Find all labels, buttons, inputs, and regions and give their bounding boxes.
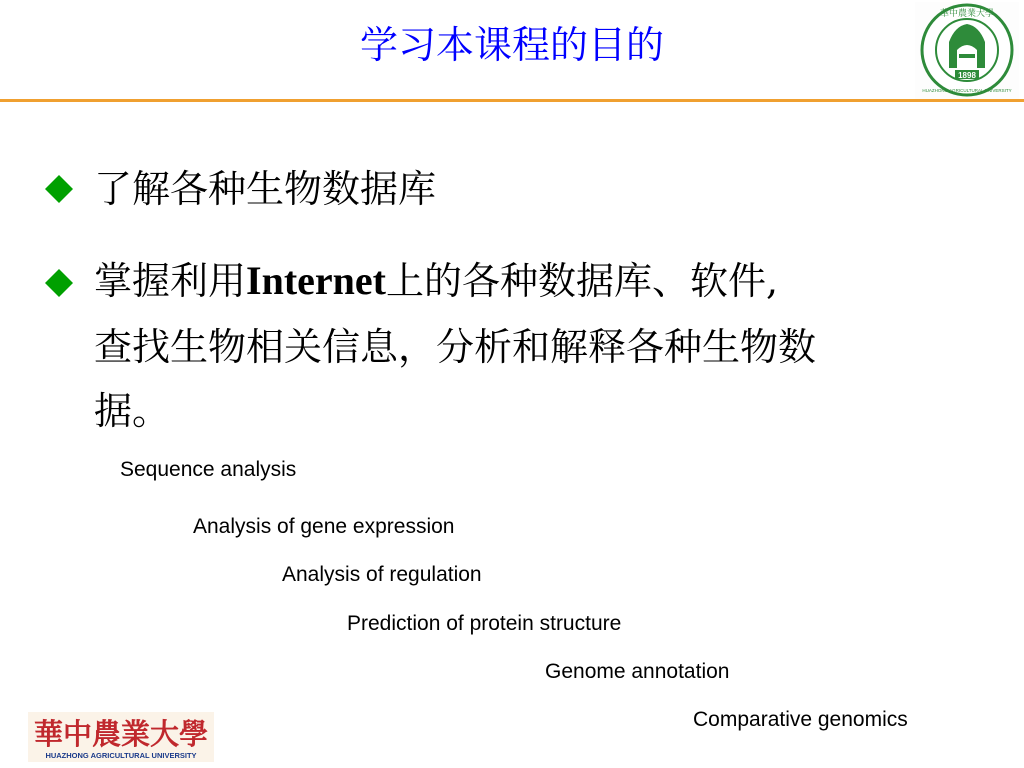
bullet-text-1: 了解各种生物数据库 <box>94 167 437 211</box>
slide-title: 学习本课程的目的 <box>359 23 664 67</box>
diamond-bullet-icon <box>44 174 74 204</box>
seal-ring-text: HUAZHONG AGRICULTURAL UNIVERSITY <box>922 88 1012 93</box>
bullet-text-2-line-1 <box>94 250 778 312</box>
bullet-item-2 <box>44 250 974 440</box>
diamond-bullet-icon <box>44 268 74 298</box>
analysis-item-comparative-genomics: Comparative genomics <box>693 708 908 731</box>
university-wordmark-icon <box>28 712 214 762</box>
university-seal-icon <box>915 2 1019 99</box>
bullet-text-2-before: 掌握利用 <box>94 259 247 303</box>
university-wordmark <box>28 712 214 762</box>
seal-chars: 華中農業大學 <box>939 9 995 19</box>
university-seal <box>915 2 1019 99</box>
analysis-item-genome-annotation: Genome annotation <box>545 660 730 683</box>
bullet-text-2-line-2: 查找生物相关信息，分析和解释各种生物数 <box>94 325 817 369</box>
analysis-item-gene-expression: Analysis of gene expression <box>193 515 455 538</box>
analysis-item-protein-structure: Prediction of protein structure <box>347 612 622 635</box>
analysis-item-sequence: Sequence analysis <box>120 458 297 481</box>
seal-year: 1898 <box>958 71 976 80</box>
wordmark-english: HUAZHONG AGRICULTURAL UNIVERSITY <box>45 751 197 760</box>
analysis-item-regulation: Analysis of regulation <box>282 563 482 586</box>
bullet-item-1 <box>44 158 974 220</box>
bullet-text-2-after: 上的各种数据库、软件, <box>385 259 779 303</box>
header-divider <box>0 99 1024 102</box>
bullet-text-2-latin: Internet <box>246 258 386 303</box>
wordmark-chinese: 華中農業大學 <box>33 717 209 751</box>
bullet-text-2-line-3: 据。 <box>94 389 171 433</box>
